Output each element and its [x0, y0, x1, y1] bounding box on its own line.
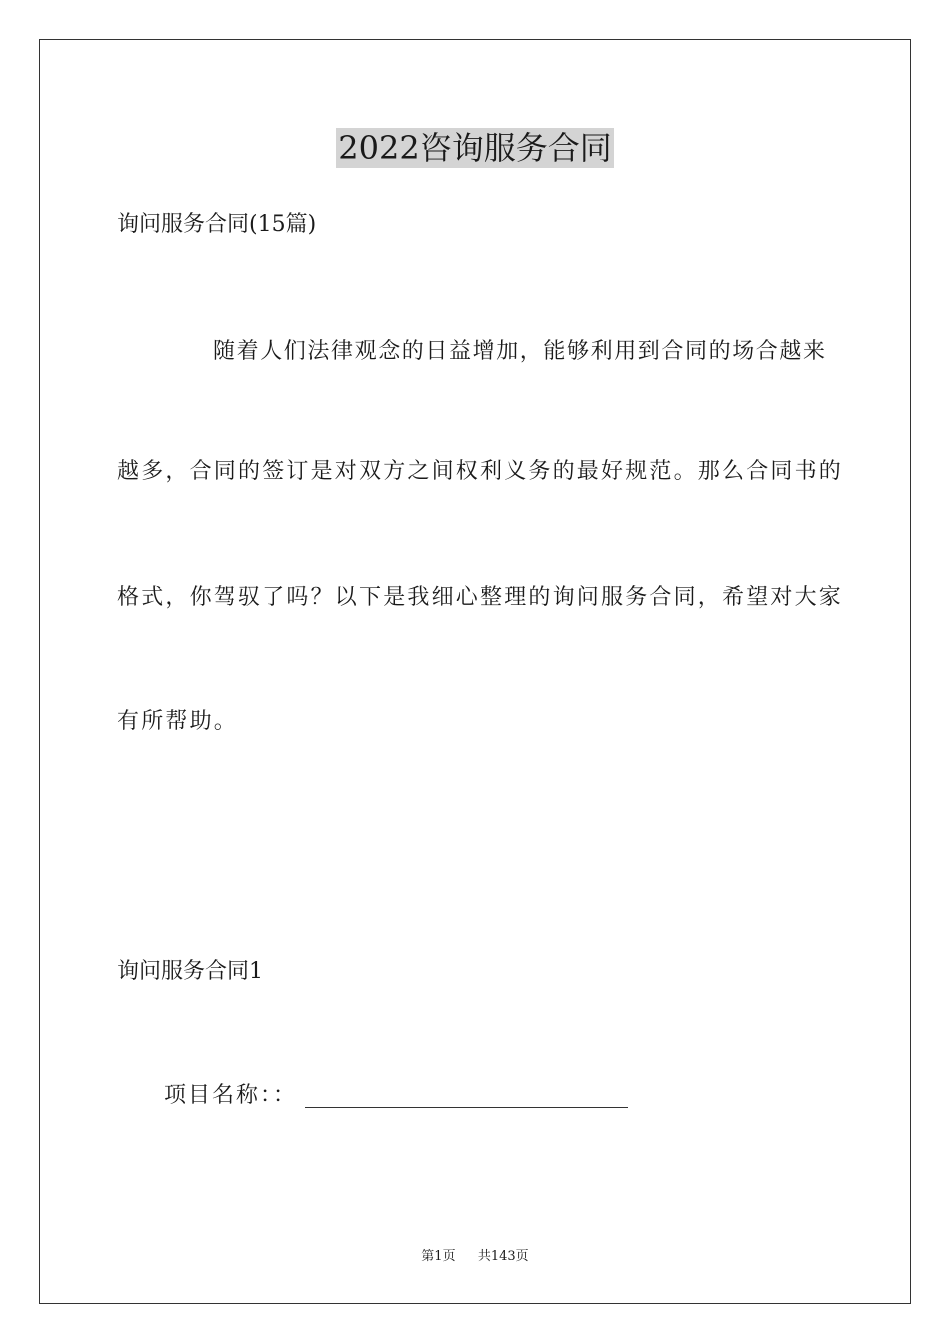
section-heading: 询问服务合同1 — [117, 959, 263, 984]
document-subtitle: 询问服务合同(15篇) — [117, 212, 317, 237]
project-name-label: 项目名称：： — [164, 1083, 298, 1108]
project-name-blank — [305, 1085, 628, 1108]
intro-paragraph-line: 有所帮助。 — [117, 709, 239, 734]
intro-paragraph-line: 随着人们法律观念的日益增加，能够利用到合同的场合越来 — [213, 339, 827, 364]
project-name-field — [164, 1082, 628, 1110]
total-pages-indicator: 共143页 — [477, 1249, 529, 1264]
intro-paragraph-line: 越多，合同的签订是对双方之间权利义务的最好规范。那么合同书的 — [117, 459, 844, 484]
title-container — [0, 128, 950, 168]
document-title: 2022咨询服务合同 — [338, 129, 612, 167]
page-footer — [0, 1248, 950, 1266]
intro-paragraph-line: 格式，你驾驭了吗？以下是我细心整理的询问服务合同，希望对大家 — [117, 585, 844, 610]
current-page-indicator: 第1页 — [421, 1249, 456, 1264]
